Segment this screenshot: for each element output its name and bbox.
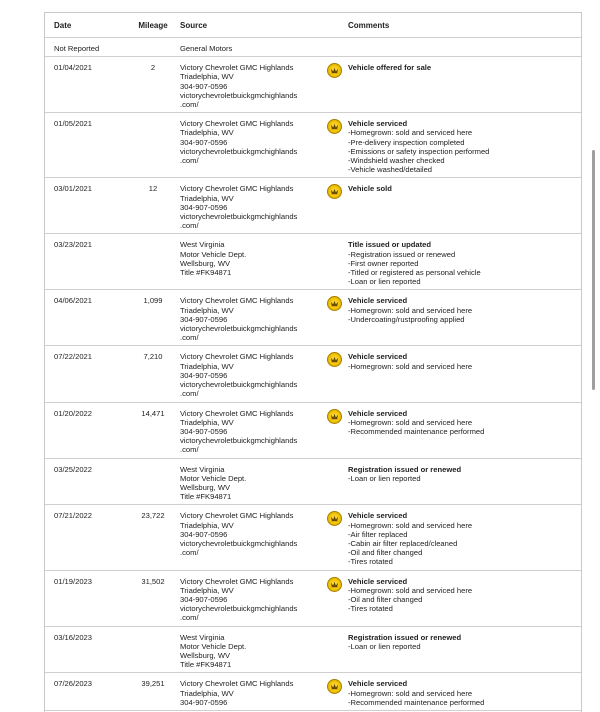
source-line: Motor Vehicle Dept. [180, 249, 247, 259]
comment-title: Vehicle serviced [348, 296, 408, 306]
row-date: 01/19/2023 [45, 570, 128, 626]
comment-item: -Oil and filter changed [348, 594, 423, 604]
source-line: Victory Chevrolet GMC Highlands [180, 63, 294, 73]
source-line: Victory Chevrolet GMC Highlands [180, 679, 294, 689]
source-line: Victory Chevrolet GMC Highlands [180, 296, 294, 306]
comment-item: -Homegrown: sold and serviced here [348, 585, 473, 595]
source-line: Victory Chevrolet GMC Highlands [180, 352, 294, 362]
row-source [178, 402, 340, 458]
source-line: West Virginia [180, 632, 225, 642]
row-comments [340, 402, 581, 458]
row-mileage [128, 626, 178, 673]
comment-title: Vehicle serviced [348, 119, 408, 129]
comment-item: -Tires rotated [348, 557, 393, 567]
comment-item: -Oil and filter changed [348, 548, 423, 558]
row-source [178, 57, 340, 113]
table-row [45, 505, 581, 570]
source-line: Motor Vehicle Dept. [180, 473, 247, 483]
row-mileage: 14,471 [128, 402, 178, 458]
source-line: 304-907-0596 [180, 594, 228, 604]
table-row [45, 234, 581, 290]
source-line: .com/ [180, 221, 199, 231]
comment-item: -Loan or lien reported [348, 473, 421, 483]
comment-item: -Pre-delivery inspection completed [348, 137, 465, 147]
row-comments [340, 234, 581, 290]
source-line: Title #FK94871 [180, 660, 232, 670]
row-date: 03/01/2021 [45, 178, 128, 234]
source-line: 304-907-0596 [180, 137, 228, 147]
source-line: .com/ [180, 100, 199, 110]
dealer-award-badge-icon [327, 409, 342, 424]
source-line: 304-907-0596 [180, 370, 228, 380]
row-comments [340, 38, 581, 57]
source-line: victorychevroletbuickgmchighlands [180, 538, 298, 548]
row-source [178, 234, 340, 290]
row-date: 01/20/2022 [45, 402, 128, 458]
comment-title: Vehicle serviced [348, 352, 408, 362]
comment-title: Registration issued or renewed [348, 464, 462, 474]
comment-item: -Emissions or safety inspection performed [348, 146, 490, 156]
row-date: 07/26/2023 [45, 673, 128, 711]
source-line: .com/ [180, 445, 199, 455]
source-line: Triadelphia, WV [180, 520, 234, 530]
source-line: Wellsburg, WV [180, 258, 231, 268]
row-mileage [128, 458, 178, 505]
comment-item: -Recommended maintenance performed [348, 697, 485, 707]
source-line: victorychevroletbuickgmchighlands [180, 324, 298, 334]
table-row [45, 178, 581, 234]
source-line: .com/ [180, 613, 199, 623]
row-date: 07/21/2022 [45, 505, 128, 570]
source-line: West Virginia [180, 464, 225, 474]
row-mileage [128, 234, 178, 290]
source-line: 304-907-0596 [180, 314, 228, 324]
row-comments [340, 57, 581, 113]
header-mileage: Mileage [128, 13, 178, 38]
source-line: Victory Chevrolet GMC Highlands [180, 511, 294, 521]
table-row [45, 458, 581, 505]
table-row [45, 570, 581, 626]
comment-item: -Homegrown: sold and serviced here [348, 688, 473, 698]
scrollbar-thumb[interactable] [592, 150, 595, 390]
row-date: 01/04/2021 [45, 57, 128, 113]
comment-item: -Tires rotated [348, 604, 393, 614]
vehicle-history-table [45, 13, 581, 711]
source-line: victorychevroletbuickgmchighlands [180, 436, 298, 446]
table-body [45, 38, 581, 711]
source-line: Victory Chevrolet GMC Highlands [180, 408, 294, 418]
table-row [45, 626, 581, 673]
row-source [178, 38, 340, 57]
row-comments [340, 626, 581, 673]
source-line: Triadelphia, WV [180, 361, 234, 371]
row-source [178, 113, 340, 178]
comment-item: -Homegrown: sold and serviced here [348, 520, 473, 530]
header-source: Source [178, 13, 340, 38]
source-line: Victory Chevrolet GMC Highlands [180, 119, 294, 129]
row-source [178, 346, 340, 402]
row-comments [340, 458, 581, 505]
source-line: .com/ [180, 548, 199, 558]
source-line: 304-907-0596 [180, 426, 228, 436]
header-comments: Comments [340, 13, 581, 38]
row-source [178, 570, 340, 626]
row-mileage: 23,722 [128, 505, 178, 570]
comment-item: -Air filter replaced [348, 529, 408, 539]
source-line: victorychevroletbuickgmchighlands [180, 90, 298, 100]
source-line: Victory Chevrolet GMC Highlands [180, 576, 294, 586]
source-line: Triadelphia, WV [180, 688, 234, 698]
vehicle-history-table-frame [44, 12, 582, 712]
source-line: victorychevroletbuickgmchighlands [180, 604, 298, 614]
comment-item: -Loan or lien reported [348, 641, 421, 651]
comment-title: Vehicle sold [348, 184, 392, 194]
source-line: Triadelphia, WV [180, 128, 234, 138]
row-mileage: 7,210 [128, 346, 178, 402]
table-row [45, 402, 581, 458]
row-date: 04/06/2021 [45, 290, 128, 346]
row-comments [340, 673, 581, 711]
source-line: Triadelphia, WV [180, 193, 234, 203]
source-line: Wellsburg, WV [180, 482, 231, 492]
source-line: Triadelphia, WV [180, 417, 234, 427]
comment-item: -Homegrown: sold and serviced here [348, 128, 473, 138]
source-line: victorychevroletbuickgmchighlands [180, 212, 298, 222]
source-line: West Virginia [180, 240, 225, 250]
row-source [178, 458, 340, 505]
table-row [45, 38, 581, 57]
comment-item: -Recommended maintenance performed [348, 426, 485, 436]
table-header-row [45, 13, 581, 38]
comment-title: Vehicle serviced [348, 408, 408, 418]
table-row [45, 346, 581, 402]
row-mileage [128, 113, 178, 178]
source-line: 304-907-0596 [180, 529, 228, 539]
row-source [178, 505, 340, 570]
row-source [178, 626, 340, 673]
row-comments [340, 113, 581, 178]
source-line: Title #FK94871 [180, 492, 232, 502]
row-source [178, 178, 340, 234]
source-line: victorychevroletbuickgmchighlands [180, 380, 298, 390]
row-date: Not Reported [45, 38, 128, 57]
comment-item: -Registration issued or renewed [348, 249, 456, 259]
row-comments [340, 290, 581, 346]
comment-title: Vehicle serviced [348, 679, 408, 689]
comment-item: -Homegrown: sold and serviced here [348, 417, 473, 427]
comment-item: -Titled or registered as personal vehicle [348, 268, 481, 278]
source-line: victorychevroletbuickgmchighlands [180, 146, 298, 156]
row-mileage: 39,251 [128, 673, 178, 711]
row-source [178, 290, 340, 346]
source-line: Triadelphia, WV [180, 585, 234, 595]
source-line: 304-907-0596 [180, 697, 228, 707]
table-row [45, 673, 581, 711]
source-line: Triadelphia, WV [180, 305, 234, 315]
source-line: 304-907-0596 [180, 81, 228, 91]
comment-title: Registration issued or renewed [348, 632, 462, 642]
source-line: Triadelphia, WV [180, 72, 234, 82]
comment-item: -Undercoating/rustproofing applied [348, 314, 465, 324]
source-line: Title #FK94871 [180, 268, 232, 278]
source-line: 304-907-0596 [180, 202, 228, 212]
source-line: General Motors [180, 44, 233, 53]
source-line: .com/ [180, 389, 199, 399]
row-mileage [128, 38, 178, 57]
source-line: Victory Chevrolet GMC Highlands [180, 184, 294, 194]
comment-title: Title issued or updated [348, 240, 431, 250]
source-line: .com/ [180, 156, 199, 166]
row-date: 03/23/2021 [45, 234, 128, 290]
row-comments [340, 346, 581, 402]
comment-item: -Loan or lien reported [348, 277, 421, 287]
comment-item: -Homegrown: sold and serviced here [348, 305, 473, 315]
row-date: 03/25/2022 [45, 458, 128, 505]
row-mileage: 2 [128, 57, 178, 113]
comment-title: Vehicle serviced [348, 576, 408, 586]
row-mileage: 31,502 [128, 570, 178, 626]
comment-title: Vehicle offered for sale [348, 63, 432, 73]
row-mileage: 1,099 [128, 290, 178, 346]
row-comments [340, 505, 581, 570]
comment-item: -Vehicle washed/detailed [348, 165, 433, 175]
comment-title: Vehicle serviced [348, 511, 408, 521]
row-mileage: 12 [128, 178, 178, 234]
row-comments [340, 570, 581, 626]
row-date: 03/16/2023 [45, 626, 128, 673]
source-line: Motor Vehicle Dept. [180, 641, 247, 651]
source-line: .com/ [180, 333, 199, 343]
row-date: 07/22/2021 [45, 346, 128, 402]
table-row [45, 290, 581, 346]
dealer-award-badge-icon [327, 577, 342, 592]
comment-item: -Windshield washer checked [348, 156, 445, 166]
table-row [45, 113, 581, 178]
table-row [45, 57, 581, 113]
source-line: Wellsburg, WV [180, 650, 231, 660]
comment-item: -Homegrown: sold and serviced here [348, 361, 473, 371]
row-comments [340, 178, 581, 234]
row-date: 01/05/2021 [45, 113, 128, 178]
comment-item: -Cabin air filter replaced/cleaned [348, 538, 458, 548]
row-source [178, 673, 340, 711]
header-date: Date [45, 13, 128, 38]
comment-item: -First owner reported [348, 258, 419, 268]
